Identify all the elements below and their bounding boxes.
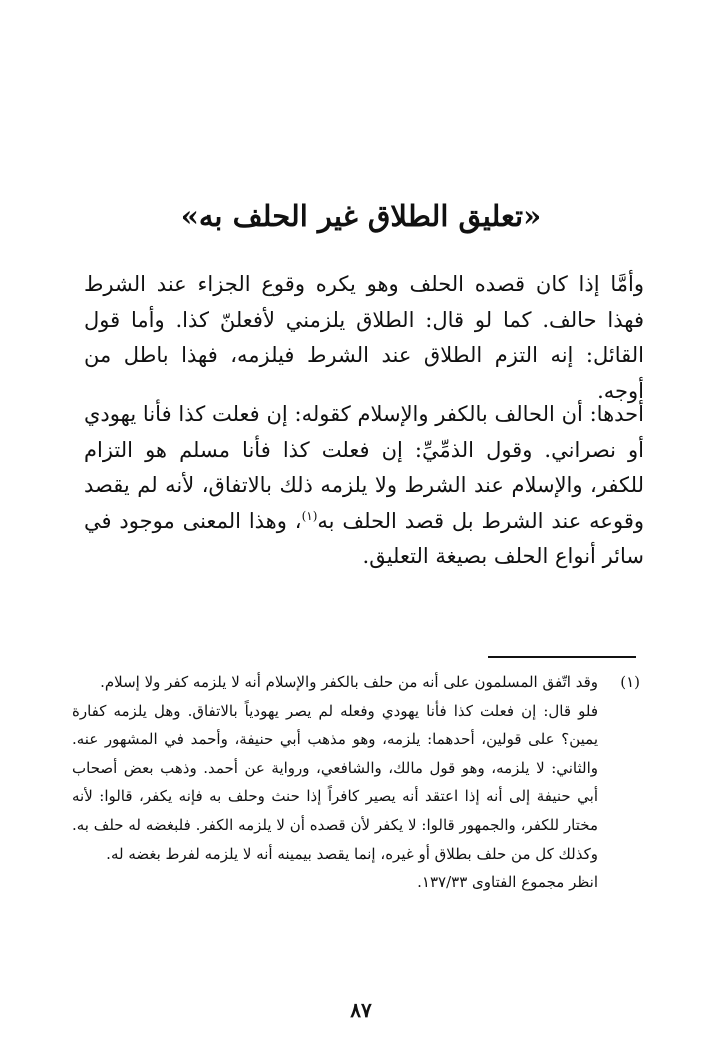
footnote-number: (١) (620, 673, 640, 691)
footnote-body (72, 668, 598, 897)
footnote-reference[interactable]: (١) (301, 508, 318, 523)
footnote-separator (488, 656, 636, 658)
page-number: ٨٧ (350, 998, 372, 1022)
footnote-source: انظر مجموع الفتاوى ١٣٧/٣٣. (417, 873, 598, 892)
paragraph-1: وأمَّا إذا كان قصده الحلف وهو يكره وقوع الجزاء عند الشرط فهذا حالف. كما لو قال: الطلاق يلزمني لأفعلنّ كذا. وأما قول القائل: إنه التزم الطلاق عند الشرط فيلزمه، فهذا باطل من أوجه. (84, 272, 644, 403)
section-title: «تعليق الطلاق غير الحلف به» (180, 199, 542, 233)
paragraph-2-text-end: ، وهذا المعنى موجود في سائر أنواع الحلف بصيغة التعليق. (84, 508, 644, 569)
footnote-text: فلو قال: إن فعلت كذا فأنا يهودي وفعله لم يصر يهودياً بالاتفاق. وهل يلزمه كفارة يمين؟ على قولين، أحدهما: يلزمه، وهو مذهب أبي حنيفة، وأحمد في المشهور عنه. والثاني: لا يلزمه، وهو قول مالك، والشافعي، ورواية عن أحمد. وذهب بعض أصحاب أبي حنيفة إلى أنه إذا اعتقد أنه يصير كافراً إذا حنث وحلف به فإنه يكفر، قالوا: لأنه مختار للكفر، والجمهور قالوا: لا يكفر لأن قصده أن لا يلزمه الكفر. فلبغضه له حلف به. وكذلك كل من حلف بطلاق أو غيره، إنما يقصد بيمينه أنه لا يلزمه لفرط بغضه له. (72, 701, 598, 863)
footnotes (72, 668, 638, 897)
paragraph-2-text: أحدها: أن الحالف بالكفر والإسلام كقوله: إن فعلت كذا فأنا يهودي أو نصراني. وقول الذمِّيِّ: إن فعلت كذا فأنا مسلم هو التزام للكفر، والإسلام عند الشرط ولا يلزمه ذلك بالاتفاق، لأنه لم يقصد وقوعه عند الشرط بل قصد الحلف به (84, 402, 644, 533)
paragraph-2 (84, 397, 644, 575)
footnote-lead: وقد اتّفق المسلمون على أنه من حلف بالكفر والإسلام أنه لا يلزمه كفر ولا إسلام. (100, 673, 598, 691)
